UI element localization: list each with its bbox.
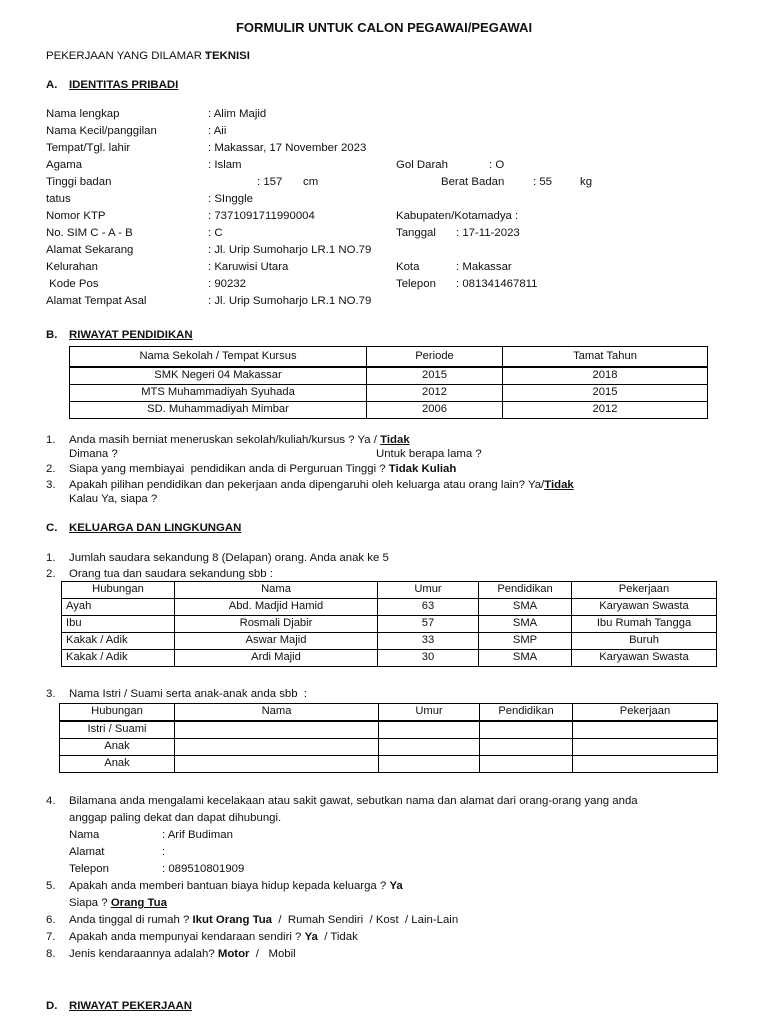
- telepon-value: : 081341467811: [456, 278, 538, 290]
- table-cell: Ayah: [62, 599, 175, 616]
- identity-label-agama: Agama: [46, 159, 83, 171]
- table-cell: [573, 756, 718, 773]
- identity-value-kelurahan: : Karuwisi Utara: [208, 261, 289, 273]
- column-header: Umur: [378, 582, 479, 599]
- spouse-table: [59, 703, 718, 773]
- column-header: Pekerjaan: [572, 582, 717, 599]
- question-number: 3.: [46, 479, 56, 491]
- family-table: [61, 581, 717, 667]
- column-header: Pendidikan: [480, 704, 573, 722]
- table-cell: [480, 739, 573, 756]
- question-answer: Ya: [304, 931, 318, 943]
- kota-label: Kota: [396, 261, 420, 273]
- tanggal-value: : 17-11-2023: [456, 227, 520, 239]
- form-title: FORMULIR UNTUK CALON PEGAWAI/PEGAWAI: [235, 20, 533, 35]
- column-header: Hubungan: [60, 704, 175, 722]
- table-cell: [379, 721, 480, 739]
- question-text: Orang tua dan saudara sekandung sbb :: [69, 568, 273, 580]
- table-row: [60, 721, 718, 739]
- identity-value-ttl: : Makassar, 17 November 2023: [208, 142, 367, 154]
- table-cell: 30: [378, 650, 479, 667]
- question-text: [69, 464, 456, 475]
- table-cell: 2015: [503, 385, 708, 402]
- table-cell: SMA: [479, 650, 572, 667]
- question-text: [69, 915, 458, 926]
- question-number: 2.: [46, 463, 56, 475]
- identity-value-ktp: : 7371091711990004: [208, 210, 315, 222]
- question-text: [69, 480, 574, 491]
- question-text-span: Anda masih berniat meneruskan sekolah/kuliah/kursus ? Ya /: [69, 434, 381, 446]
- table-cell: SMA: [479, 599, 572, 616]
- contact-label: Telepon: [69, 863, 109, 875]
- identity-label-ttl: Tempat/Tgl. lahir: [46, 142, 131, 154]
- table-row: [70, 367, 708, 385]
- table-row: [62, 616, 717, 633]
- identity-label-ktp: Nomor KTP: [46, 210, 106, 222]
- table-cell: [175, 721, 379, 739]
- table-cell: Kakak / Adik: [62, 650, 175, 667]
- table-header-row: [60, 704, 718, 722]
- identity-label-nama: Nama lengkap: [46, 108, 120, 120]
- berat-unit: kg: [580, 176, 593, 188]
- identity-label-tinggi: Tinggi badan: [46, 176, 112, 188]
- table-cell: [480, 721, 573, 739]
- identity-label-asal: Alamat Tempat Asal: [46, 295, 147, 307]
- table-row: [62, 633, 717, 650]
- question-text-span: Anda tinggal di rumah ?: [69, 914, 193, 926]
- identity-value-kodepos: : 90232: [208, 278, 247, 290]
- question-text: [69, 435, 410, 446]
- table-cell: SMA: [479, 616, 572, 633]
- table-cell: 2012: [367, 385, 503, 402]
- identity-label-status: tatus: [46, 193, 71, 205]
- question-answer: Tidak: [380, 434, 410, 446]
- column-header: Nama: [175, 582, 378, 599]
- tinggi-unit: cm: [303, 176, 319, 188]
- table-row: [62, 650, 717, 667]
- question-answer: Tidak: [544, 479, 574, 491]
- question-text: anggap paling dekat dan dapat dihubungi.: [69, 812, 282, 824]
- table-cell: [480, 756, 573, 773]
- identity-label-alamat: Alamat Sekarang: [46, 244, 134, 256]
- table-cell: Ardi Majid: [175, 650, 378, 667]
- identity-value-agama: : Islam: [208, 159, 242, 171]
- section-b-title: RIWAYAT PENDIDIKAN: [69, 329, 193, 341]
- question-text-span: / Tidak: [317, 931, 358, 943]
- kota-value: : Makassar: [456, 261, 512, 273]
- table-cell: SD. Muhammadiyah Mimbar: [70, 402, 367, 419]
- gol-darah-label: Gol Darah: [396, 159, 448, 171]
- identity-label-kodepos: Kode Pos: [46, 278, 99, 290]
- column-header: Nama: [175, 704, 379, 722]
- question-text: [69, 932, 358, 943]
- question-number: 5.: [46, 880, 56, 892]
- table-cell: Anak: [60, 756, 175, 773]
- section-d-title: RIWAYAT PEKERJAAN: [69, 1000, 193, 1012]
- table-cell: Anak: [60, 739, 175, 756]
- table-cell: Ibu: [62, 616, 175, 633]
- tinggi-value: : 157: [257, 176, 283, 188]
- contact-value: :: [162, 846, 166, 858]
- table-row: [70, 402, 708, 419]
- identity-value-status: : SInggle: [208, 193, 253, 205]
- question-answer: Orang Tua: [110, 897, 167, 909]
- table-cell: Istri / Suami: [60, 721, 175, 739]
- position-label: PEKERJAAN YANG DILAMAR :: [46, 50, 209, 62]
- column-header: Hubungan: [62, 582, 175, 599]
- table-cell: [573, 739, 718, 756]
- question-text-span: Apakah pilihan pendidikan dan pekerjaan anda dipengaruhi oleh keluarga atau orang lain? Ya/: [69, 479, 545, 491]
- column-header: Pendidikan: [479, 582, 572, 599]
- question-number: 8.: [46, 948, 56, 960]
- contact-value: : 089510801909: [162, 863, 245, 875]
- identity-value-sim: : C: [208, 227, 223, 239]
- position-value: TEKNISI: [205, 50, 250, 62]
- question-sub-text: Untuk berapa lama ?: [376, 448, 482, 460]
- question-number: 1.: [46, 552, 56, 564]
- section-b-number: B.: [46, 329, 58, 341]
- kabupaten-label: Kabupaten/Kotamadya :: [396, 210, 519, 222]
- contact-label: Alamat: [69, 846, 105, 858]
- column-header: Tamat Tahun: [503, 347, 708, 368]
- table-cell: Ibu Rumah Tangga: [572, 616, 717, 633]
- question-number: 7.: [46, 931, 56, 943]
- question-text-span: / Mobil: [249, 948, 296, 960]
- question-number: 4.: [46, 795, 56, 807]
- question-text-span: Apakah anda memberi bantuan biaya hidup kepada keluarga ?: [69, 880, 390, 892]
- contact-value: : Arif Budiman: [162, 829, 233, 841]
- table-cell: Abd. Madjid Hamid: [175, 599, 378, 616]
- table-cell: 33: [378, 633, 479, 650]
- column-header: Nama Sekolah / Tempat Kursus: [70, 347, 367, 368]
- gol-darah-value: : O: [489, 159, 505, 171]
- education-table: [69, 346, 708, 419]
- table-cell: [573, 721, 718, 739]
- column-header: Periode: [367, 347, 503, 368]
- question-answer: Ikut Orang Tua: [192, 914, 273, 926]
- table-row: [60, 739, 718, 756]
- question-answer: Ya: [389, 880, 403, 892]
- question-number: 2.: [46, 568, 56, 580]
- identity-label-kelurahan: Kelurahan: [46, 261, 98, 273]
- identity-value-alamat: : Jl. Urip Sumoharjo LR.1 NO.79: [208, 244, 372, 256]
- section-a-number: A.: [46, 79, 58, 91]
- contact-label: Nama: [69, 829, 100, 841]
- question-text: Nama Istri / Suami serta anak-anak anda sbb :: [69, 688, 308, 700]
- table-row: [60, 756, 718, 773]
- section-c-title: KELUARGA DAN LINGKUNGAN: [69, 522, 242, 534]
- column-header: Pekerjaan: [573, 704, 718, 722]
- question-text: [69, 881, 403, 892]
- telepon-label: Telepon: [396, 278, 436, 290]
- question-number: 3.: [46, 688, 56, 700]
- column-header: Umur: [379, 704, 480, 722]
- table-cell: 2012: [503, 402, 708, 419]
- question-text-span: Siapa ?: [69, 897, 111, 909]
- question-text-span: Jenis kendaraannya adalah?: [69, 948, 218, 960]
- question-sub-text: [69, 898, 167, 909]
- table-cell: SMP: [479, 633, 572, 650]
- table-cell: [379, 739, 480, 756]
- table-cell: Buruh: [572, 633, 717, 650]
- section-a-title: IDENTITAS PRIBADI: [69, 79, 179, 91]
- table-cell: Karyawan Swasta: [572, 599, 717, 616]
- question-text-span: / Rumah Sendiri / Kost / Lain-Lain: [272, 914, 459, 926]
- table-cell: Aswar Majid: [175, 633, 378, 650]
- identity-label-sim: No. SIM C - A - B: [46, 227, 133, 239]
- question-sub-text: Dimana ?: [69, 448, 118, 460]
- identity-value-nama: : Alim Majid: [208, 108, 267, 120]
- identity-label-panggilan: Nama Kecil/panggilan: [46, 125, 157, 137]
- table-row: [70, 385, 708, 402]
- question-answer: Tidak Kuliah: [388, 463, 457, 475]
- question-text-span: Siapa yang membiayai pendidikan anda di Perguruan Tinggi ?: [69, 463, 389, 475]
- identity-value-asal: : Jl. Urip Sumoharjo LR.1 NO.79: [208, 295, 372, 307]
- identity-value-panggilan: : Aii: [208, 125, 227, 137]
- section-c-number: C.: [46, 522, 58, 534]
- table-cell: 57: [378, 616, 479, 633]
- question-text: Jumlah saudara sekandung 8 (Delapan) orang. Anda anak ke 5: [69, 552, 389, 564]
- section-d-number: D.: [46, 1000, 58, 1012]
- table-cell: [379, 756, 480, 773]
- question-text: Bilamana anda mengalami kecelakaan atau sakit gawat, sebutkan nama dan alamat dari orang-orang yang anda: [69, 795, 638, 807]
- table-cell: 2006: [367, 402, 503, 419]
- table-cell: 2018: [503, 367, 708, 385]
- table-cell: Rosmali Djabir: [175, 616, 378, 633]
- table-cell: [175, 739, 379, 756]
- berat-label: Berat Badan: [441, 176, 505, 188]
- question-sub-text: Kalau Ya, siapa ?: [69, 493, 158, 505]
- table-header-row: [70, 347, 708, 368]
- table-cell: [175, 756, 379, 773]
- question-number: 1.: [46, 434, 56, 446]
- table-cell: 63: [378, 599, 479, 616]
- berat-value: : 55: [533, 176, 552, 188]
- table-cell: Karyawan Swasta: [572, 650, 717, 667]
- question-text-span: Apakah anda mempunyai kendaraan sendiri ?: [69, 931, 305, 943]
- table-cell: 2015: [367, 367, 503, 385]
- table-row: [62, 599, 717, 616]
- table-header-row: [62, 582, 717, 599]
- tanggal-label: Tanggal: [396, 227, 436, 239]
- question-text: [69, 949, 296, 960]
- table-cell: Kakak / Adik: [62, 633, 175, 650]
- table-cell: MTS Muhammadiyah Syuhada: [70, 385, 367, 402]
- question-number: 6.: [46, 914, 56, 926]
- question-answer: Motor: [217, 948, 250, 960]
- table-cell: SMK Negeri 04 Makassar: [70, 367, 367, 385]
